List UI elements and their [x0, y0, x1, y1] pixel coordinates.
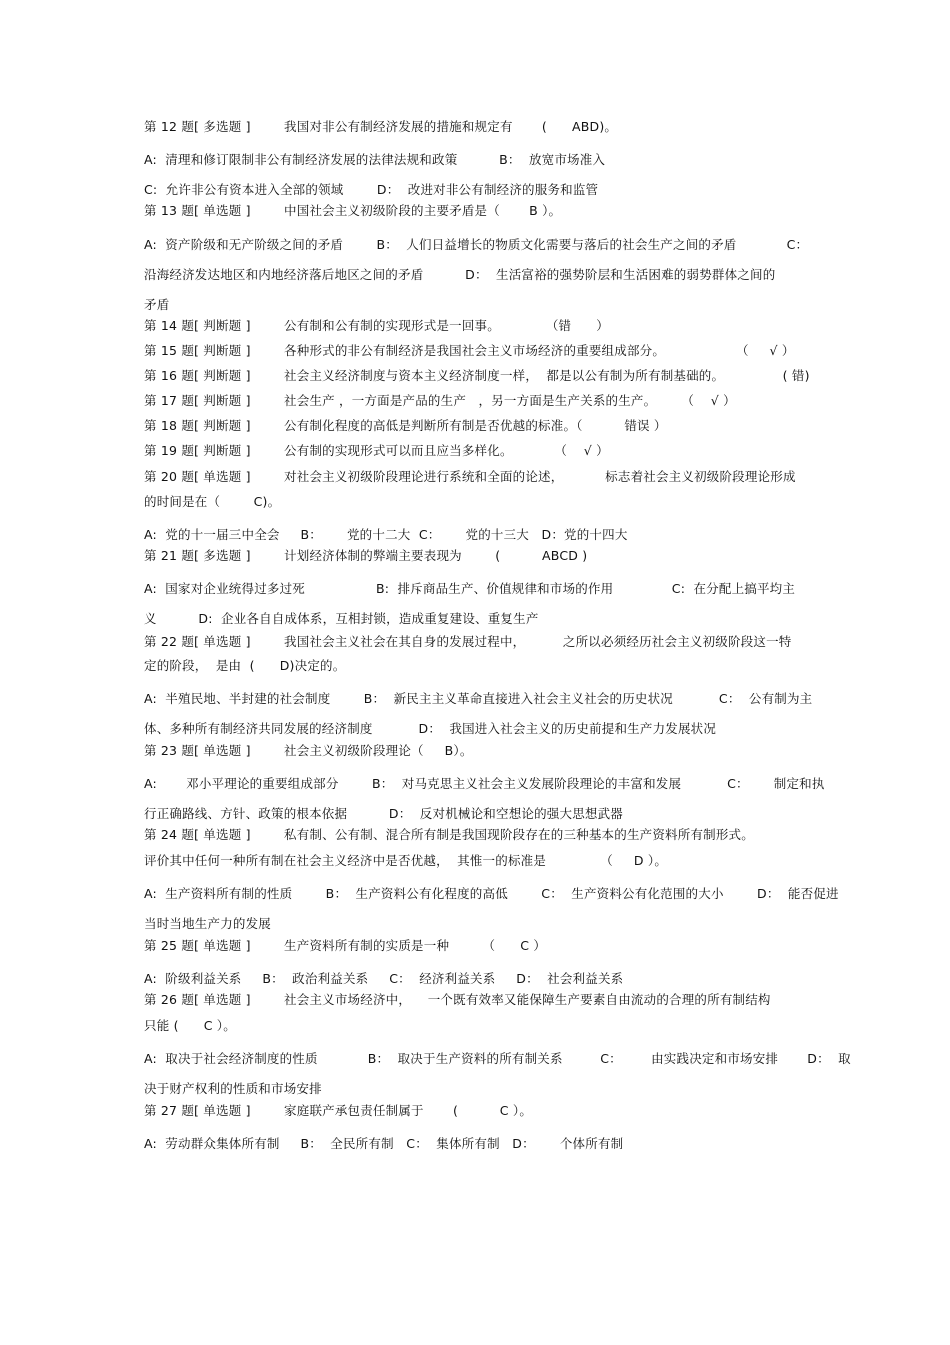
q13-line: 第 13 题[ 单选题 ] 中国社会主义初级阶段的主要矛盾是（ B ）。: [144, 203, 562, 218]
q19-line: 第 19 题[ 判断题 ] 公有制的实现形式可以而且应当多样化。 （ √ ）: [144, 443, 609, 458]
q12-line: 第 12 题[ 多选题 ] 我国对非公有制经济发展的措施和规定有 ( ABD)。: [144, 119, 618, 134]
q26-options-line1: A: 取决于社会经济制度的性质 B： 取决于生产资料的所有制关系 C： 由实践决定和市场安排 D： 取: [144, 1051, 851, 1066]
q22-options-line2: 体、多种所有制经济共同发展的经济制度 D： 我国进入社会主义的历史前提和生产力发展状况: [144, 721, 717, 736]
q13-options-line1: A: 资产阶级和无产阶级之间的矛盾 B： 人们日益增长的物质文化需要与落后的社会生产之间的矛盾 C：: [144, 237, 809, 252]
q27-options: A: 劳动群众集体所有制 B： 全民所有制 C： 集体所有制 D： 个体所有制: [144, 1136, 624, 1151]
q23-options-line1: A: 邓小平理论的重要组成部分 B： 对马克思主义社会主义发展阶段理论的丰富和发展 C： 制定和执: [144, 776, 825, 791]
q13-options-line3: 矛盾: [144, 297, 170, 312]
q24-line1: 第 24 题[ 单选题 ] 私有制、公有制、混合所有制是我国现阶段存在的三种基本的生产资料所有制形式。: [144, 827, 754, 842]
q27-line: 第 27 题[ 单选题 ] 家庭联产承包责任制属于 ( C ）。: [144, 1103, 533, 1118]
q20-line2: 的时间是在（ C)。: [144, 494, 281, 509]
q24-line2: 评价其中任何一种所有制在社会主义经济中是否优越， 其惟一的标准是 （ D ）。: [144, 853, 668, 868]
q20-options: A: 党的十一届三中全会 B： 党的十二大 C： 党的十三大 D：党的十四大: [144, 527, 628, 542]
q24-options-line1: A: 生产资料所有制的性质 B： 生产资料公有化程度的高低 C： 生产资料公有化范围的大小 D： 能否促进: [144, 886, 839, 901]
q26-options-line2: 决于财产权利的性质和市场安排: [144, 1081, 322, 1096]
q13-options-line2: 沿海经济发达地区和内地经济落后地区之间的矛盾 D： 生活富裕的强势阶层和生活困难的弱势群体之间的: [144, 267, 776, 282]
q26-line1: 第 26 题[ 单选题 ] 社会主义市场经济中， 一个既有效率又能保障生产要素自由流动的合理的所有制结构: [144, 992, 771, 1007]
q22-line2: 定的阶段， 是由 ( D)决定的。: [144, 658, 346, 673]
q12-options-cd: C: 允许非公有资本进入全部的领域 D： 改进对非公有制经济的服务和监管: [144, 182, 599, 197]
q15-line: 第 15 题[ 判断题 ] 各种形式的非公有制经济是我国社会主义市场经济的重要组成部分。 （ √ ）: [144, 343, 795, 358]
q22-options-line1: A: 半殖民地、半封建的社会制度 B： 新民主主义革命直接进入社会主义社会的历史状况 C： 公有制为主: [144, 691, 813, 706]
q12-options-ab: A: 清理和修订限制非公有制经济发展的法律法规和政策 B： 放宽市场准入: [144, 152, 606, 167]
q21-options-line1: A: 国家对企业统得过多过死 B: 排斥商品生产、价值规律和市场的作用 C: 在分配上搞平均主: [144, 581, 796, 596]
q25-line: 第 25 题[ 单选题 ] 生产资料所有制的实质是一种 （ C ）: [144, 938, 547, 953]
q16-line: 第 16 题[ 判断题 ] 社会主义经济制度与资本主义经济制度一样， 都是以公有制为所有制基础的。 ( 错): [144, 368, 810, 383]
q17-line: 第 17 题[ 判断题 ] 社会生产 ，一方面是产品的生产 ，另一方面是生产关系的生产。 （ √ ）: [144, 393, 736, 408]
q25-options: A: 阶级利益关系 B： 政治利益关系 C： 经济利益关系 D： 社会利益关系: [144, 971, 624, 986]
q23-line: 第 23 题[ 单选题 ] 社会主义初级阶段理论（ B）。: [144, 743, 473, 758]
q20-line1: 第 20 题[ 单选题 ] 对社会主义初级阶段理论进行系统和全面的论述， 标志着社会主义初级阶段理论形成: [144, 469, 796, 484]
q21-options-line2: 义 D: 企业各自自成体系，互相封锁，造成重复建设、重复生产: [144, 611, 539, 626]
q22-line1: 第 22 题[ 单选题 ] 我国社会主义社会在其自身的发展过程中， 之所以必须经历社会主义初级阶段这一特: [144, 634, 792, 649]
q23-options-line2: 行正确路线、方针、政策的根本依据 D： 反对机械论和空想论的强大思想武器: [144, 806, 624, 821]
q18-line: 第 18 题[ 判断题 ] 公有制化程度的高低是判断所有制是否优越的标准。（ 错误 ）: [144, 418, 667, 433]
q21-line: 第 21 题[ 多选题 ] 计划经济体制的弊端主要表现为 ( ABCD ): [144, 548, 588, 563]
q24-options-line2: 当时当地生产力的发展: [144, 916, 272, 931]
q26-line2: 只能 ( C ）。: [144, 1018, 236, 1033]
q14-line: 第 14 题[ 判断题 ] 公有制和公有制的实现形式是一回事。 （错 ）: [144, 318, 609, 333]
